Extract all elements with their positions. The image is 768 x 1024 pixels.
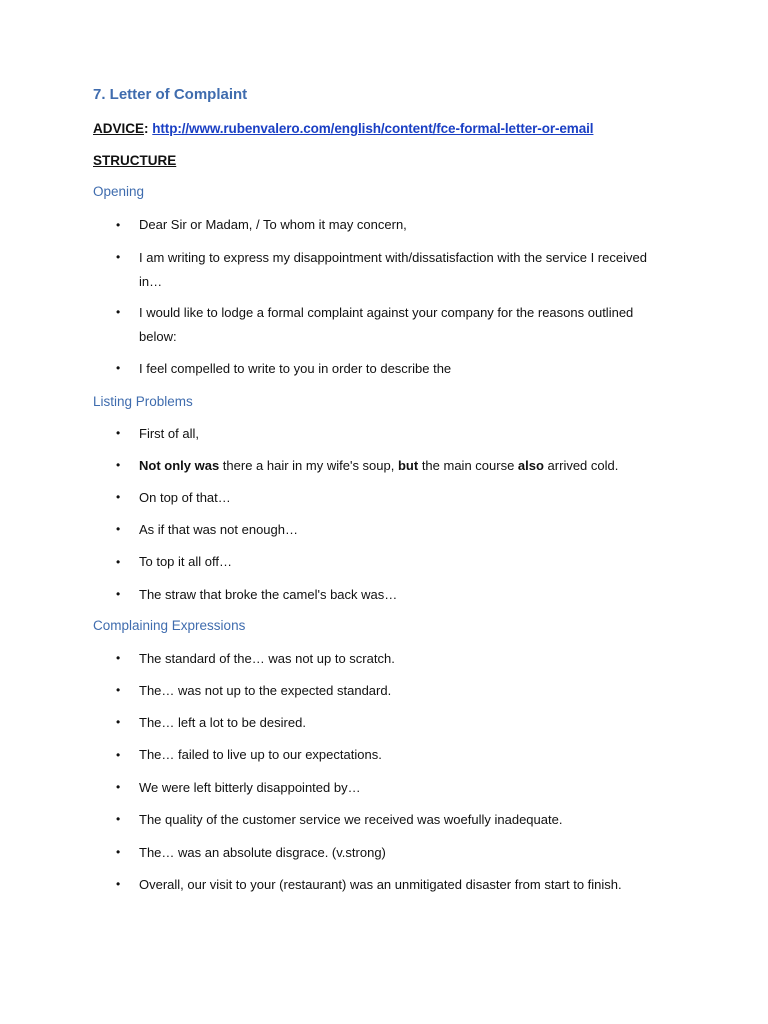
bullet: •: [116, 748, 121, 762]
bullet: •: [116, 426, 121, 440]
bullet: •: [116, 877, 121, 891]
list-item: I would like to lodge a formal complaint against your company for the reasons outlined below:: [139, 305, 634, 344]
bullet: •: [116, 361, 121, 375]
bullet: •: [116, 587, 121, 601]
list-item: To top it all off…: [139, 554, 232, 569]
bullet: •: [116, 218, 121, 232]
bullet: •: [116, 845, 121, 859]
list-item: The… left a lot to be desired.: [139, 715, 306, 730]
list-item: First of all,: [139, 426, 199, 441]
document-title: 7. Letter of Complaint: [93, 86, 248, 103]
section-heading-listing-problems: Listing Problems: [93, 394, 193, 409]
bullet: •: [116, 780, 121, 794]
bullet: •: [116, 651, 121, 665]
emphasis-but: but: [397, 458, 419, 473]
list-item: Dear Sir or Madam, / To whom it may concern,: [139, 217, 407, 232]
bullet: •: [116, 555, 121, 569]
list-item: As if that was not enough…: [139, 522, 298, 537]
list-item: The… failed to live up to our expectations.: [139, 747, 382, 762]
advice-line: [93, 121, 593, 136]
bullet: •: [116, 458, 121, 472]
emphasis-not-only-was: Not only was: [139, 458, 220, 473]
list-item: The… was not up to the expected standard.: [139, 683, 392, 698]
advice-link[interactable]: http://www.rubenvalero.com/english/content/fce-formal-letter-or-email: [152, 121, 594, 136]
list-item: Overall, our visit to your (restaurant) was an unmitigated disaster from start to finish.: [139, 877, 622, 892]
advice-label: ADVICE: [93, 121, 145, 136]
list-item: The straw that broke the camel's back was…: [139, 587, 398, 602]
bullet: •: [116, 683, 121, 697]
list-item: On top of that…: [139, 490, 231, 505]
bullet: •: [116, 250, 121, 264]
bullet: •: [116, 812, 121, 826]
bullet: •: [116, 490, 121, 504]
bullet: •: [116, 715, 121, 729]
list-item: The standard of the… was not up to scratch.: [139, 651, 395, 666]
list-item: I feel compelled to write to you in order to describe the: [139, 361, 452, 376]
list-item: The quality of the customer service we received was woefully inadequate.: [139, 812, 563, 827]
list-item: [139, 454, 618, 478]
structure-heading: STRUCTURE: [93, 153, 177, 168]
item-text: the main course: [418, 458, 518, 473]
bullet: •: [116, 522, 121, 536]
section-heading-opening: Opening: [93, 184, 145, 199]
advice-separator: :: [144, 121, 153, 136]
list-item: The… was an absolute disgrace. (v.strong): [139, 845, 386, 860]
list-item: We were left bitterly disappointed by…: [139, 780, 361, 795]
item-text: there a hair in my wife's soup,: [219, 458, 398, 473]
item-text: arrived cold.: [543, 458, 619, 473]
section-heading-complaining-expressions: Complaining Expressions: [93, 618, 246, 633]
bullet: •: [116, 305, 121, 319]
emphasis-also: also: [517, 458, 544, 473]
list-item: I am writing to express my disappointment with/dissatisfaction with the service I received in…: [139, 250, 647, 289]
